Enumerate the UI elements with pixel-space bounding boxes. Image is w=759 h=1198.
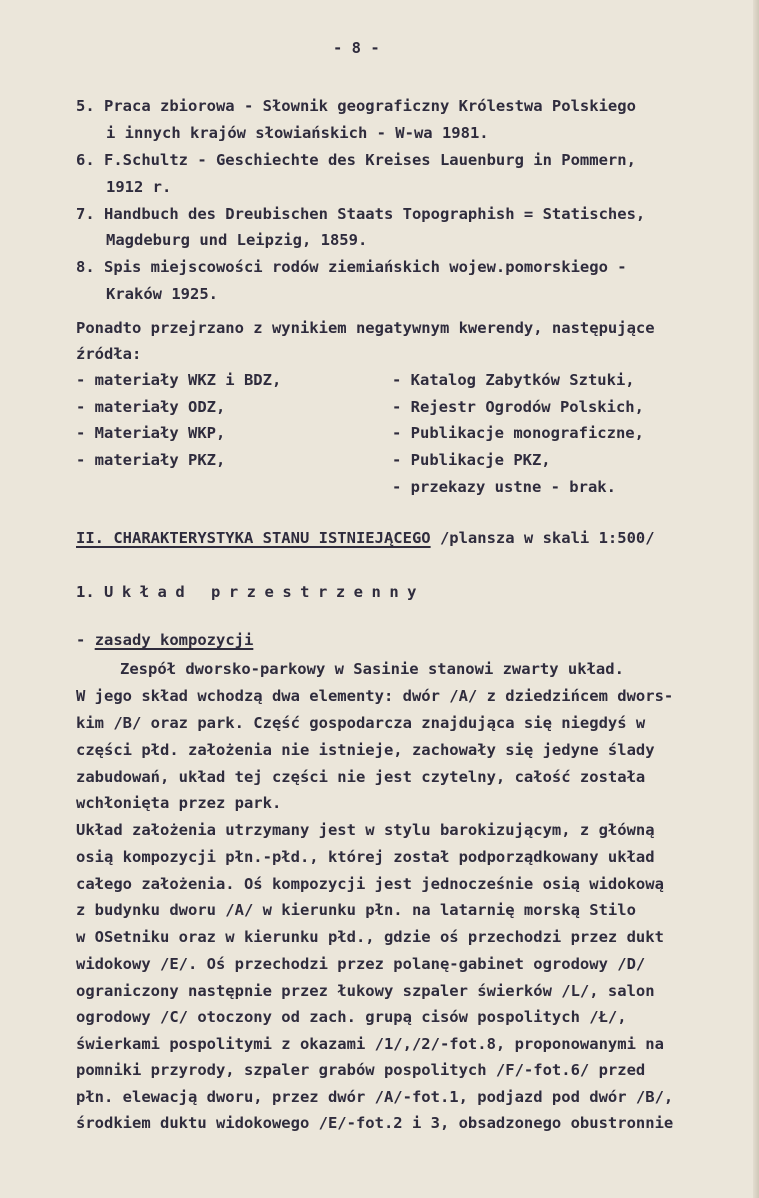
- section-heading-suffix: /plansza w skali 1:500/: [430, 529, 655, 547]
- body-line: świerkami pospolitymi z okazami /1/,/2/-fot.8, proponowanymi na: [76, 1035, 664, 1053]
- body-line: osią kompozycji płn.-płd., której został podporządkowany układ: [76, 848, 655, 866]
- body-line: w OSetniku oraz w kierunku płd., gdzie oś przechodzi przez dukt: [76, 928, 664, 946]
- negative-right-item: - Publikacje monograficzne,: [392, 424, 644, 442]
- body-line: płn. elewacją dworu, przez dwór /A/-fot.1, podjazd pod dwór /B/,: [76, 1088, 674, 1106]
- body-line: widokowy /E/. Oś przechodzi przez polanę-gabinet ogrodowy /D/: [76, 955, 646, 973]
- source-item-6-line-1: 6. F.Schultz - Geschiechte des Kreises Lauenburg in Pommern,: [76, 151, 636, 169]
- body-line: kim /B/ oraz park. Część gospodarcza znajdująca się niegdyś w: [76, 714, 646, 732]
- negative-left-item: - Materiały WKP,: [76, 424, 226, 442]
- subheading: [76, 630, 253, 650]
- source-item-6-line-2: 1912 r.: [106, 178, 172, 196]
- subsection-title: Układ przestrzenny: [104, 583, 425, 601]
- section-heading-title: II. CHARAKTERYSTYKA STANU ISTNIEJĄCEGO: [76, 529, 431, 547]
- body-line: ograniczony następnie przez łukowy szpaler świerków /L/, salon: [76, 982, 655, 1000]
- subheading-title: zasady kompozycji: [94, 631, 254, 649]
- negative-left-item: - materiały PKZ,: [76, 451, 226, 469]
- negative-intro-line-2: źródła:: [76, 345, 142, 363]
- body-line: środkiem duktu widokowego /E/-fot.2 i 3, obsadzonego obustronnie: [76, 1114, 674, 1132]
- section-heading: [76, 528, 655, 548]
- body-line: z budynku dworu /A/ w kierunku płn. na latarnię morską Stilo: [76, 901, 636, 919]
- body-line: całego założenia. Oś kompozycji jest jednocześnie osią widokową: [76, 875, 664, 893]
- negative-right-item: - Katalog Zabytków Sztuki,: [392, 371, 635, 389]
- source-item-8-line-1: 8. Spis miejscowości rodów ziemiańskich wojew.pomorskiego -: [76, 258, 627, 276]
- negative-right-item: - Publikacje PKZ,: [392, 451, 551, 469]
- body-line: Układ założenia utrzymany jest w stylu barokizującym, z główną: [76, 821, 655, 839]
- negative-left-item: - materiały WKZ i BDZ,: [76, 371, 282, 389]
- body-line: ogrodowy /C/ otoczony od zach. grupą cisów pospolitych /Ł/,: [76, 1008, 627, 1026]
- body-line: pomniki przyrody, szpaler grabów pospolitych /F/-fot.6/ przed: [76, 1061, 646, 1079]
- source-item-7-line-2: Magdeburg und Leipzig, 1859.: [106, 231, 368, 249]
- negative-right-item: - przekazy ustne - brak.: [392, 478, 616, 496]
- body-line: części płd. założenia nie istnieje, zachowały się jedyne ślady: [76, 741, 655, 759]
- source-item-7-line-1: 7. Handbuch des Dreubischen Staats Topographish = Statisches,: [76, 205, 646, 223]
- subsection-heading: [76, 582, 425, 602]
- negative-intro-line-1: Ponadto przejrzano z wynikiem negatywnym kwerendy, następujące: [76, 319, 655, 337]
- subsection-number: 1.: [76, 583, 95, 601]
- body-line: wchłonięta przez park.: [76, 794, 282, 812]
- page-edge-shadow: [753, 0, 759, 1198]
- source-item-5-line-2: i innych krajów słowiańskich - W-wa 1981.: [106, 124, 489, 142]
- source-item-8-line-2: Kraków 1925.: [106, 285, 218, 303]
- negative-left-item: - materiały ODZ,: [76, 398, 226, 416]
- page-number: - 8 -: [333, 39, 380, 57]
- subheading-dash: -: [76, 631, 86, 649]
- negative-right-item: - Rejestr Ogrodów Polskich,: [392, 398, 644, 416]
- source-item-5-line-1: 5. Praca zbiorowa - Słownik geograficzny Królestwa Polskiego: [76, 97, 636, 115]
- body-line: zabudowań, układ tej części nie jest czytelny, całość została: [76, 768, 646, 786]
- body-line: W jego skład wchodzą dwa elementy: dwór /A/ z dziedzińcem dwors-: [76, 687, 674, 705]
- body-line: Zespół dworsko-parkowy w Sasinie stanowi zwarty układ.: [120, 660, 624, 678]
